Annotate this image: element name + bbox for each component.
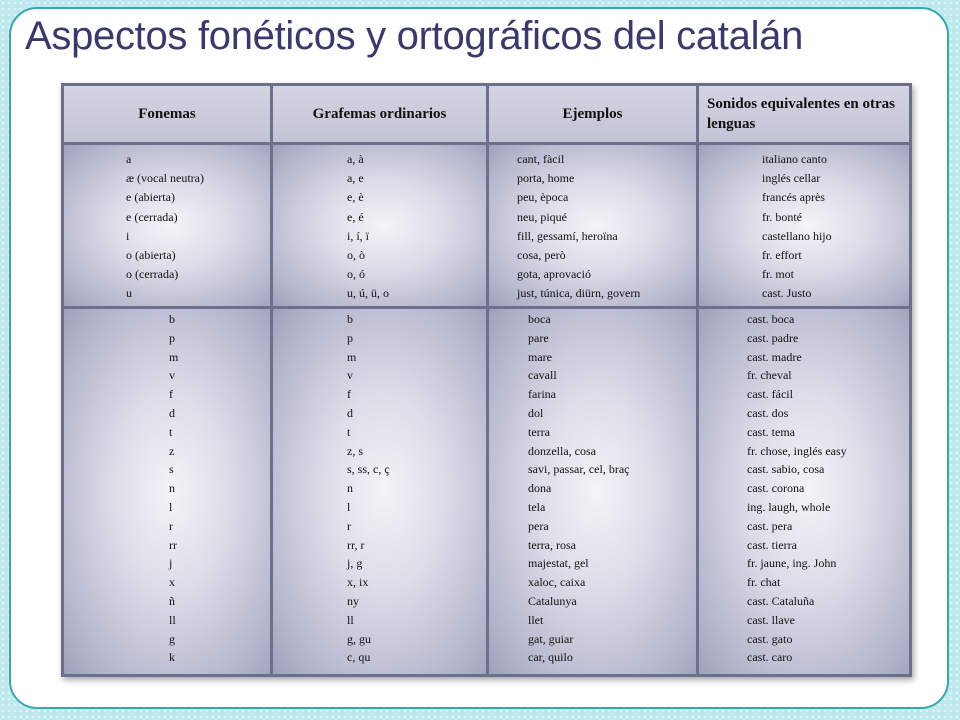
list-item: dol bbox=[528, 405, 544, 420]
list-item: z, s bbox=[347, 443, 363, 458]
list-item: fill, gessamí, heroïna bbox=[517, 228, 618, 243]
list-item: n bbox=[169, 481, 175, 496]
list-item: boca bbox=[528, 312, 551, 326]
list-item: rr bbox=[169, 537, 177, 552]
list-item: x bbox=[169, 575, 175, 590]
list-item: s bbox=[169, 462, 174, 477]
list-item: terra, rosa bbox=[528, 537, 576, 552]
list-item: fr. jaune, ing. John bbox=[747, 556, 837, 571]
list-item: t bbox=[169, 424, 173, 439]
list-item: pare bbox=[528, 330, 549, 345]
consonants-ejemplos-list bbox=[528, 310, 629, 667]
list-item: cosa, però bbox=[517, 248, 566, 263]
list-item: e, é bbox=[347, 209, 364, 224]
list-item: car, quilo bbox=[528, 650, 573, 665]
list-item: porta, home bbox=[517, 171, 575, 186]
list-item: a, à bbox=[347, 152, 364, 166]
list-item: peu, època bbox=[517, 190, 569, 205]
list-item: f bbox=[169, 387, 173, 402]
list-item: cast. fácil bbox=[747, 387, 793, 402]
list-item: a, e bbox=[347, 171, 364, 186]
vowels-ejemplos-cell bbox=[489, 145, 696, 306]
list-item: cast. padre bbox=[747, 330, 799, 345]
list-item: llet bbox=[528, 612, 544, 627]
list-item: cast. corona bbox=[747, 481, 805, 496]
consonants-equivalentes-list bbox=[747, 310, 847, 667]
list-item: r bbox=[169, 518, 173, 533]
list-item: i, í, ï bbox=[347, 228, 370, 243]
consonants-fonemas-list bbox=[169, 310, 178, 667]
list-item: rr, r bbox=[347, 537, 365, 552]
header-ejemplos: Ejemplos bbox=[489, 86, 696, 142]
list-item: cast. dos bbox=[747, 405, 789, 420]
consonants-ejemplos-cell bbox=[489, 309, 696, 674]
list-item: u bbox=[126, 286, 132, 301]
slide-title: Aspectos fonéticos y ortográficos del catalán bbox=[25, 14, 804, 58]
list-item: m bbox=[347, 349, 357, 364]
list-item: inglés cellar bbox=[762, 171, 821, 186]
list-item: p bbox=[169, 330, 175, 345]
list-item: neu, piqué bbox=[517, 209, 567, 224]
list-item: j bbox=[169, 556, 173, 571]
list-item: majestat, gel bbox=[528, 556, 589, 571]
consonants-equivalentes-cell bbox=[699, 309, 909, 674]
list-item: l bbox=[347, 499, 351, 514]
list-item: gota, aprovació bbox=[517, 267, 591, 282]
vowels-grafemas-cell bbox=[273, 145, 486, 306]
list-item: cast. madre bbox=[747, 349, 802, 364]
list-item: s, ss, c, ç bbox=[347, 462, 390, 477]
list-item: j, g bbox=[347, 556, 363, 571]
list-item: fr. chat bbox=[747, 575, 781, 590]
list-item: u, ú, ü, o bbox=[347, 286, 389, 301]
list-item: castellano hijo bbox=[762, 228, 832, 243]
list-item: cant, fàcil bbox=[517, 152, 565, 166]
list-item: francés après bbox=[762, 190, 825, 205]
list-item: mare bbox=[528, 349, 552, 364]
list-item: z bbox=[169, 443, 175, 458]
list-item: fr. effort bbox=[762, 248, 802, 263]
list-item: b bbox=[169, 312, 175, 326]
list-item: g, gu bbox=[347, 631, 371, 646]
list-item: xaloc, caixa bbox=[528, 575, 586, 590]
list-item: d bbox=[347, 405, 353, 420]
header-fonemas: Fonemas bbox=[64, 86, 270, 142]
list-item: ing. laugh, whole bbox=[747, 499, 831, 514]
list-item: b bbox=[347, 312, 353, 326]
phonetics-table bbox=[61, 83, 912, 677]
list-item: tela bbox=[528, 499, 546, 514]
list-item: cast. tierra bbox=[747, 537, 797, 552]
list-item: v bbox=[347, 368, 353, 383]
list-item: e (cerrada) bbox=[126, 209, 178, 224]
header-equivalentes: Sonidos equivalentes en otras lenguas bbox=[699, 86, 909, 142]
list-item: farina bbox=[528, 387, 556, 402]
list-item: cast. llave bbox=[747, 612, 795, 627]
vowels-equivalentes-cell bbox=[699, 145, 909, 306]
list-item: italiano canto bbox=[762, 152, 827, 166]
list-item: n bbox=[347, 481, 353, 496]
vowels-equivalentes-list bbox=[762, 150, 832, 304]
list-item: cast. tema bbox=[747, 424, 795, 439]
list-item: cast. boca bbox=[747, 312, 795, 326]
list-item: o (cerrada) bbox=[126, 267, 179, 282]
list-item: c, qu bbox=[347, 650, 371, 665]
list-item: o (abierta) bbox=[126, 248, 176, 263]
list-item: x, ix bbox=[347, 575, 369, 590]
list-item: r bbox=[347, 518, 351, 533]
list-item: ll bbox=[169, 612, 176, 627]
consonants-fonemas-cell bbox=[64, 309, 270, 674]
list-item: m bbox=[169, 349, 179, 364]
list-item: cast. Justo bbox=[762, 286, 812, 301]
list-item: d bbox=[169, 405, 175, 420]
list-item: donzella, cosa bbox=[528, 443, 596, 458]
list-item: f bbox=[347, 387, 351, 402]
list-item: l bbox=[169, 499, 173, 514]
consonants-grafemas-cell bbox=[273, 309, 486, 674]
list-item: cast. pera bbox=[747, 518, 793, 533]
list-item: pera bbox=[528, 518, 549, 533]
list-item: æ (vocal neutra) bbox=[126, 171, 204, 186]
list-item: cast. sabio, cosa bbox=[747, 462, 825, 477]
list-item: v bbox=[169, 368, 175, 383]
list-item: Catalunya bbox=[528, 593, 577, 608]
list-item: savi, passar, cel, braç bbox=[528, 462, 630, 477]
list-item: a bbox=[126, 152, 132, 166]
header-grafemas: Grafemas ordinarios bbox=[273, 86, 486, 142]
vowels-fonemas-list bbox=[126, 150, 204, 304]
vowels-fonemas-cell bbox=[64, 145, 270, 306]
list-item: k bbox=[169, 650, 175, 665]
consonants-grafemas-list bbox=[347, 310, 390, 667]
list-item: fr. chose, inglés easy bbox=[747, 443, 847, 458]
list-item: terra bbox=[528, 424, 550, 439]
list-item: o, ò bbox=[347, 248, 365, 263]
list-item: cast. caro bbox=[747, 650, 793, 665]
list-item: gat, guiar bbox=[528, 631, 574, 646]
list-item: t bbox=[347, 424, 351, 439]
list-item: cast. gato bbox=[747, 631, 793, 646]
list-item: e, è bbox=[347, 190, 364, 205]
list-item: cast. Cataluña bbox=[747, 593, 815, 608]
list-item: fr. cheval bbox=[747, 368, 792, 383]
list-item: i bbox=[126, 228, 130, 243]
list-item: p bbox=[347, 330, 353, 345]
vowels-grafemas-list bbox=[347, 150, 389, 304]
list-item: ñ bbox=[169, 593, 175, 608]
list-item: just, túnica, diürn, govern bbox=[517, 286, 641, 301]
list-item: ll bbox=[347, 612, 354, 627]
list-item: g bbox=[169, 631, 175, 646]
list-item: dona bbox=[528, 481, 552, 496]
list-item: ny bbox=[347, 593, 359, 608]
list-item: fr. bonté bbox=[762, 209, 802, 224]
vowels-ejemplos-list bbox=[517, 150, 640, 304]
list-item: cavall bbox=[528, 368, 557, 383]
list-item: o, ó bbox=[347, 267, 365, 282]
list-item: e (abierta) bbox=[126, 190, 175, 205]
list-item: fr. mot bbox=[762, 267, 794, 282]
